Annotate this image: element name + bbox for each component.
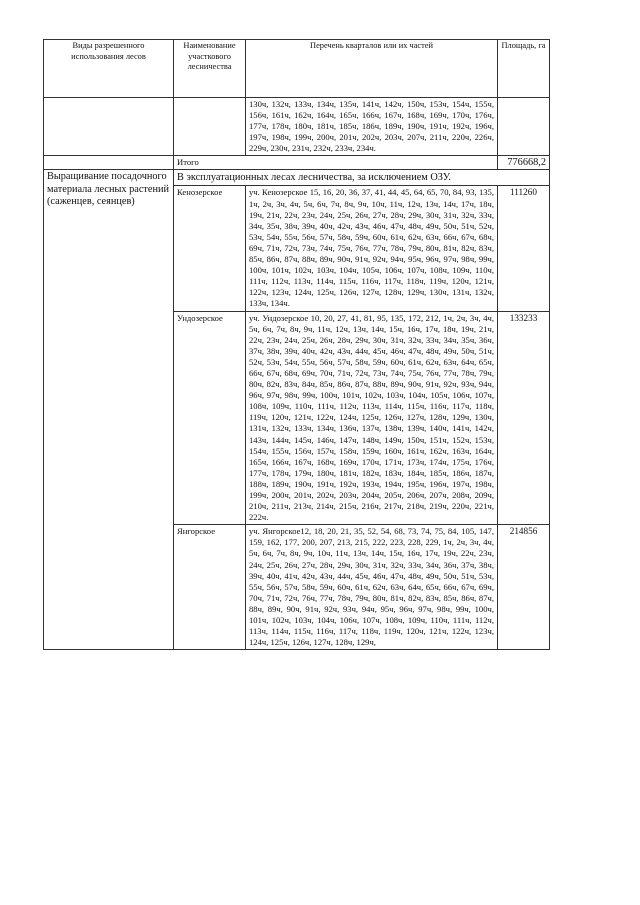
header-area: Площадь, га (498, 40, 550, 98)
total-kind-cell (44, 156, 174, 170)
continuation-kind-cell (44, 98, 174, 156)
continuation-area-cell (498, 98, 550, 156)
continuation-quarters: 130ч, 132ч, 133ч, 134ч, 135ч, 141ч, 142ч, 150ч, 153ч, 154ч, 155ч, 156ч, 161ч, 162ч, 164ч, 165ч, 166ч, 167ч, 168ч, 169ч, 170ч, 176ч, 177ч, 178ч, 180ч, 181ч, 185ч, 186ч, 189ч, 190ч, 191ч, 192ч, 196ч, 197ч, 198ч, 199ч, 200ч, 201ч, 202ч, 203ч, 207ч, 211ч, 220ч, 226ч, 229ч, 230ч, 231ч, 232ч, 233ч, 234ч. (246, 98, 498, 156)
quarters-list: уч. Янгорское12, 18, 20, 21, 35, 52, 54, 68, 73, 74, 75, 84, 105, 147, 159, 162, 177, 200, 207, 213, 215, 222, 223, 228, 229, 1ч, 2ч, 3ч, 4ч, 5ч, 6ч, 7ч, 8ч, 9ч, 10ч, 11ч, 13ч, 14ч, 15ч, 16ч, 17ч, 19ч, 22ч, 23ч, 24ч, 25ч, 26ч, 27ч, 28ч, 29ч, 30ч, 31ч, 32ч, 33ч, 34ч, 36ч, 37ч, 38ч, 39ч, 40ч, 41ч, 42ч, 43ч, 44ч, 45ч, 46ч, 47ч, 48ч, 49ч, 50ч, 51ч, 53ч, 55ч, 56ч, 57ч, 58ч, 59ч, 60ч, 61ч, 62ч, 63ч, 64ч, 65ч, 66ч, 67ч, 69ч, 70ч, 71ч, 72ч, 76ч, 77ч, 78ч, 79ч, 80ч, 81ч, 82ч, 83ч, 85ч, 86ч, 87ч, 88ч, 89ч, 90ч, 91ч, 92ч, 93ч, 94ч, 95ч, 96ч, 97ч, 98ч, 99ч, 100ч, 101ч, 102ч, 103ч, 104ч, 106ч, 107ч, 108ч, 109ч, 110ч, 111ч, 112ч, 113ч, 114ч, 115ч, 116ч, 117ч, 118ч, 119ч, 120ч, 121ч, 122ч, 123ч, 124ч, 125ч, 126ч, 127ч, 128ч, 129ч, (246, 525, 498, 650)
continuation-row (44, 98, 550, 156)
continuation-forestry-cell (174, 98, 246, 156)
section-note-row (44, 170, 550, 186)
section-kind: Выращивание посадочного материала лесных растений (саженцев, сеянцев) (44, 170, 174, 650)
area-value: 111260 (498, 186, 550, 311)
total-row (44, 156, 550, 170)
quarters-list: уч. Кенозерское 15, 16, 20, 36, 37, 41, 44, 45, 64, 65, 70, 84, 93, 135, 1ч, 2ч, 3ч, 4ч, 5ч, 6ч, 7ч, 8ч, 9ч, 10ч, 11ч, 12ч, 13ч, 14ч, 17ч, 18ч, 19ч, 21ч, 22ч, 23ч, 24ч, 25ч, 26ч, 27ч, 28ч, 29ч, 30ч, 31ч, 32ч, 33ч, 34ч, 35ч, 38ч, 39ч, 40ч, 42ч, 43ч, 46ч, 47ч, 48ч, 49ч, 50ч, 51ч, 52ч, 53ч, 54ч, 55ч, 56ч, 57ч, 58ч, 59ч, 60ч, 61ч, 62ч, 63ч, 66ч, 67ч, 68ч, 69ч, 71ч, 72ч, 73ч, 74ч, 75ч, 76ч, 77ч, 78ч, 79ч, 80ч, 81ч, 82ч, 83ч, 85ч, 86ч, 87ч, 88ч, 89ч, 90ч, 91ч, 92ч, 94ч, 95ч, 96ч, 97ч, 98ч, 99ч, 100ч, 101ч, 102ч, 103ч, 104ч, 105ч, 106ч, 107ч, 108ч, 109ч, 110ч, 111ч, 112ч, 113ч, 114ч, 115ч, 116ч, 117ч, 118ч, 119ч, 120ч, 121ч, 122ч, 123ч, 124ч, 125ч, 126ч, 127ч, 128ч, 129ч, 130ч, 131ч, 132ч, 133ч, 134ч. (246, 186, 498, 311)
area-value: 214856 (498, 525, 550, 650)
forestry-name: Кенозерское (174, 186, 246, 311)
forestry-name: Янгорское (174, 525, 246, 650)
header-kind: Виды разрешенного использования лесов (44, 40, 174, 98)
section-note: В эксплуатационных лесах лесничества, за исключением ОЗУ. (174, 170, 550, 186)
forestry-name: Ундозерское (174, 311, 246, 525)
total-label: Итого (174, 156, 498, 170)
header-quarters: Перечень кварталов или их частей (246, 40, 498, 98)
forest-use-table (43, 39, 550, 650)
header-forestry: Наименование участкового лесничества (174, 40, 246, 98)
area-value: 133233 (498, 311, 550, 525)
header-row (44, 40, 550, 98)
quarters-list: уч. Ундозерское 10, 20, 27, 41, 81, 95, 135, 172, 212, 1ч, 2ч, 3ч, 4ч, 5ч, 6ч, 7ч, 8ч, 9ч, 11ч, 12ч, 13ч, 14ч, 15ч, 16ч, 17ч, 18ч, 19ч, 21ч, 22ч, 23ч, 24ч, 25ч, 26ч, 28ч, 29ч, 30ч, 31ч, 32ч, 33ч, 34ч, 35ч, 36ч, 37ч, 38ч, 39ч, 40ч, 42ч, 43ч, 44ч, 45ч, 46ч, 47ч, 48ч, 49ч, 50ч, 51ч, 52ч, 53ч, 54ч, 55ч, 56ч, 57ч, 58ч, 59ч, 60ч, 61ч, 62ч, 63ч, 64ч, 65ч, 66ч, 67ч, 68ч, 69ч, 70ч, 71ч, 72ч, 73ч, 74ч, 75ч, 76ч, 77ч, 78ч, 79ч, 80ч, 82ч, 83ч, 84ч, 85ч, 86ч, 87ч, 88ч, 89ч, 90ч, 91ч, 92ч, 93ч, 94ч, 96ч, 97ч, 98ч, 99ч, 100ч, 101ч, 102ч, 103ч, 104ч, 105ч, 106ч, 107ч, 108ч, 109ч, 110ч, 111ч, 112ч, 113ч, 114ч, 115ч, 116ч, 117ч, 118ч, 119ч, 120ч, 121ч, 122ч, 124ч, 125ч, 126ч, 127ч, 128ч, 129ч, 130ч, 131ч, 132ч, 133ч, 134ч, 136ч, 137ч, 138ч, 139ч, 140ч, 141ч, 142ч, 143ч, 144ч, 145ч, 146ч, 147ч, 148ч, 149ч, 150ч, 151ч, 152ч, 153ч, 154ч, 155ч, 156ч, 157ч, 158ч, 159ч, 160ч, 161ч, 162ч, 163ч, 164ч, 165ч, 166ч, 167ч, 168ч, 169ч, 170ч, 171ч, 173ч, 174ч, 175ч, 176ч, 177ч, 178ч, 179ч, 180ч, 181ч, 182ч, 183ч, 184ч, 185ч, 186ч, 187ч, 188ч, 189ч, 190ч, 191ч, 192ч, 193ч, 194ч, 195ч, 196ч, 197ч, 198ч, 199ч, 200ч, 201ч, 202ч, 203ч, 204ч, 205ч, 206ч, 207ч, 208ч, 209ч, 210ч, 211ч, 213ч, 214ч, 215ч, 216ч, 217ч, 218ч, 219ч, 220ч, 221ч, 222ч. (246, 311, 498, 525)
total-area: 776668,2 (498, 156, 550, 170)
